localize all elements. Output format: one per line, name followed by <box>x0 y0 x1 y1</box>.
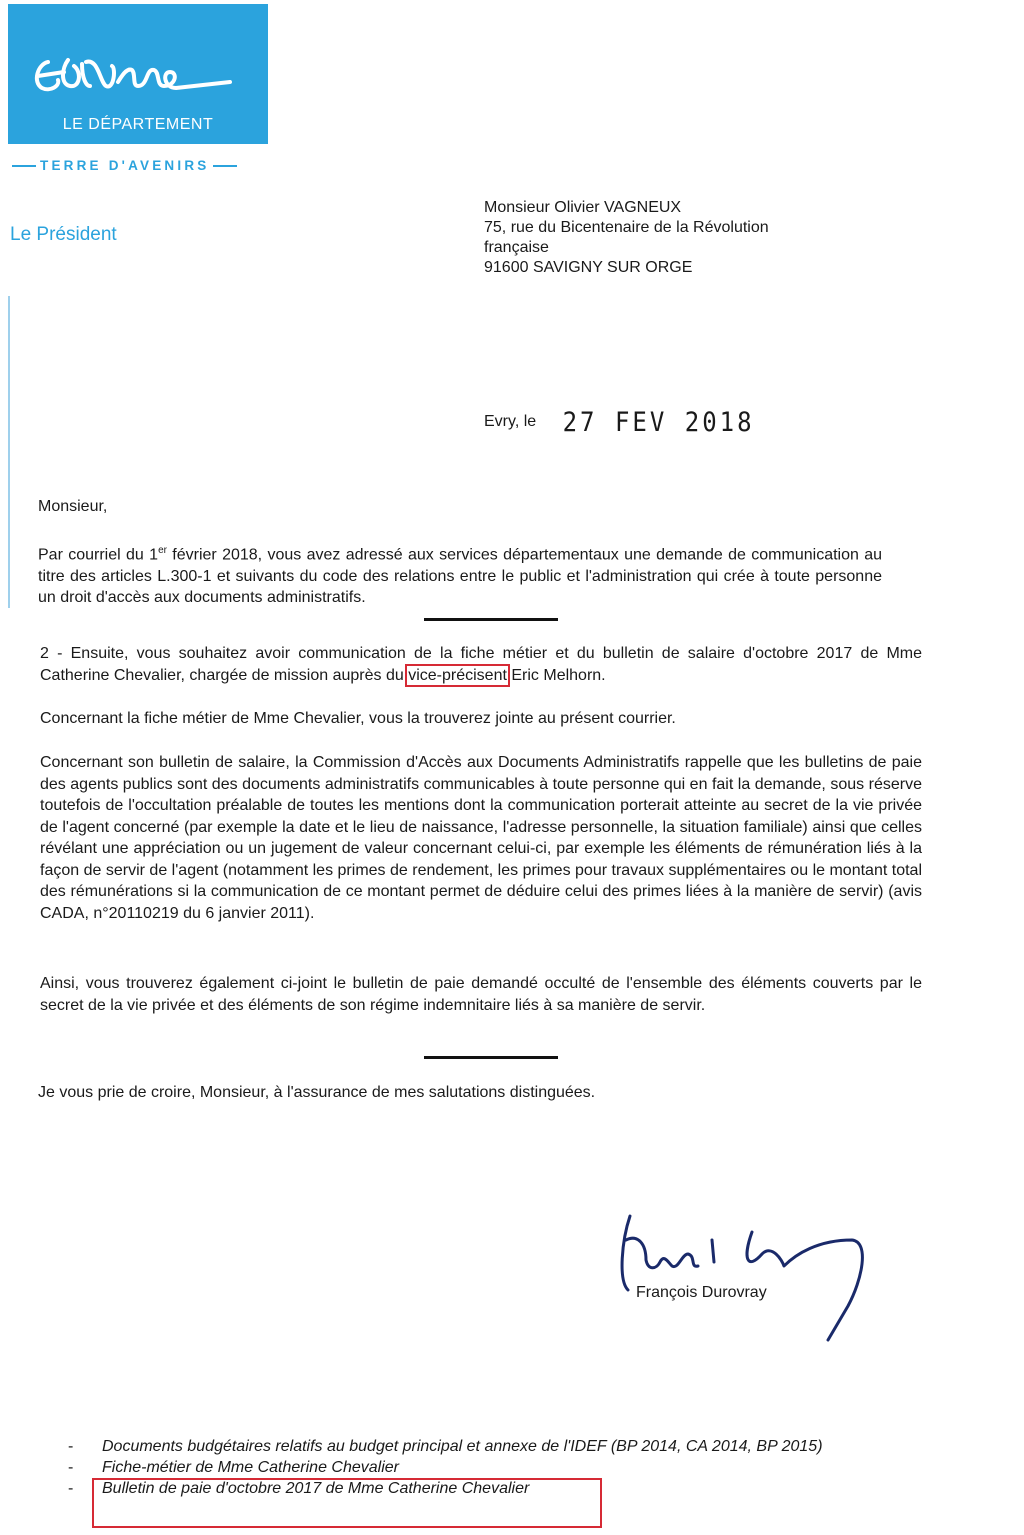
logo-wordmark <box>8 42 268 112</box>
side-rule <box>8 296 10 608</box>
date-stamp: 27 FEV 2018 <box>562 406 755 438</box>
logo-subtitle: LE DÉPARTEMENT <box>62 116 214 133</box>
paragraph-bulletin: Concernant son bulletin de salaire, la Commission d'Accès aux Documents Administratifs rappelle que les bulletins de paie des agents publics sont des documents administratifs communicables à toute personne qui en fait la demande, sous réserve toutefois de l'occultation préalable de toutes les mentions dont la communication porterait atteinte au secret de la vie privée de l'agent concerné (par exemple la date et le lieu de naissance, l'adresse personnelle, la situation familiale) ainsi que celles révélant une appréciation ou un jugement de valeur concernant celui-ci, par exemple les éléments de rémunération liés à la façon de servir de l'agent (notamment les primes de rendement, les primes pour travaux supplémentaires ou le montant total des rémunérations si la communication de ce montant permet de déduire celui des primes liées à la manière de servir) (avis CADA, n°20110219 du 6 janvier 2011). <box>40 754 922 922</box>
paragraph-fiche: Concernant la fiche métier de Mme Chevalier, vous la trouverez jointe au présent courrier. <box>40 710 676 727</box>
recipient-street: 75, rue du Bicentenaire de la Révolution <box>484 219 769 236</box>
divider <box>424 618 558 621</box>
logo <box>8 4 268 144</box>
date-line <box>484 408 755 436</box>
paragraph-item-2: 2 - Ensuite, vous souhaitez avoir communication de la fiche métier et du bulletin de salaire d'octobre 2017 de Mme Catherine Chevalier, chargée de mission auprès du vice-précisent Eric Melhorn. <box>40 645 922 684</box>
closing-formula: Je vous prie de croire, Monsieur, à l'assurance de mes salutations distinguées. <box>38 1084 596 1101</box>
salutation: Monsieur, <box>38 498 108 515</box>
recipient-name: Monsieur Olivier VAGNEUX <box>484 199 682 216</box>
enclosure-item: - Documents budgétaires relatifs au budget principal et annexe de l'IDEF (BP 2014, CA 2014, BP 2015) <box>68 1436 898 1457</box>
tagline: TERRE D'AVENIRS <box>8 158 270 173</box>
date-place: Evry, le <box>484 413 537 430</box>
paragraph-request: Par courriel du 1er février 2018, vous avez adressé aux services départementaux une demande de communication au titre des articles L.300-1 et suivants du code des relations entre le public et l'administration qui crée à toute personne un droit d'accès aux documents administratifs. <box>38 545 883 607</box>
paragraph-conclusion: Ainsi, vous trouverez également ci-joint le bulletin de paie demandé occulté de l'ensemble des éléments couverts par le secret de la vie privée et des éléments de son régime indemnitaire liés à sa manière de servir. <box>40 975 922 1014</box>
recipient-street-cont: française <box>484 239 549 256</box>
signature <box>612 1210 882 1350</box>
enclosure-highlight-box <box>92 1478 602 1528</box>
divider <box>424 1056 558 1059</box>
highlighted-word: vice-précisent <box>408 666 507 684</box>
sender-title: Le Président <box>10 224 117 245</box>
signer-name: François Durovray <box>636 1284 767 1301</box>
recipient-city: 91600 SAVIGNY SUR ORGE <box>484 259 693 276</box>
recipient-address <box>484 198 769 278</box>
enclosure-item: - Fiche-métier de Mme Catherine Chevalier <box>68 1457 898 1478</box>
enclosure-item: - Bulletin de paie d'octobre 2017 de Mme Catherine Chevalier <box>68 1478 898 1499</box>
